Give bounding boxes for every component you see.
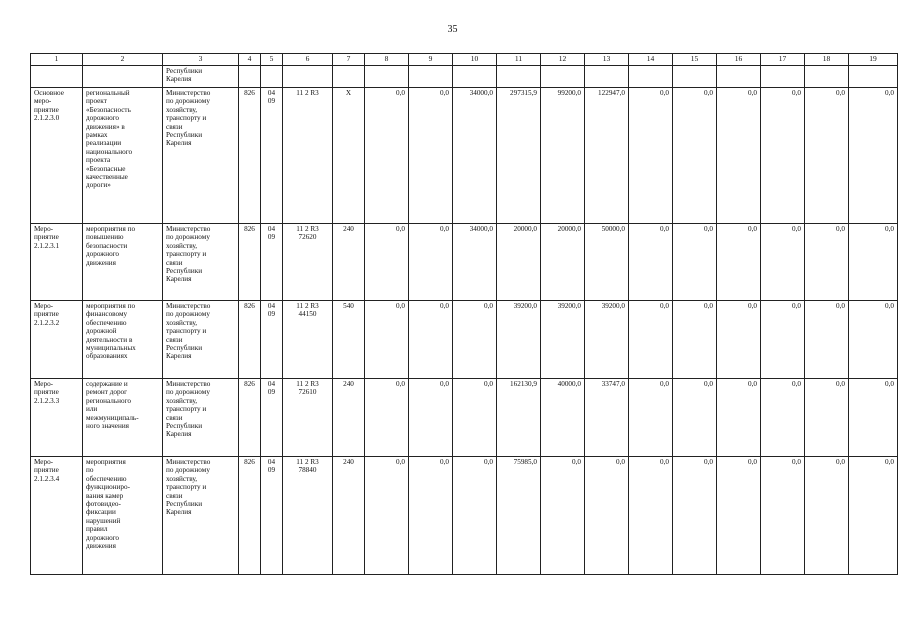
cell-c18: 0,0: [805, 379, 849, 457]
cell-c13: 33747,0: [585, 379, 629, 457]
cell-c4: 826: [239, 301, 261, 379]
cell-c11: 39200,0: [497, 301, 541, 379]
cell-c12: 99200,0: [541, 88, 585, 224]
cell-c18: 0,0: [805, 224, 849, 301]
cell-c16: 0,0: [717, 224, 761, 301]
cell-c14: 0,0: [629, 301, 673, 379]
cell-c16: 0,0: [717, 301, 761, 379]
cell-c1: Меро- приятие 2.1.2.3.3: [31, 379, 83, 457]
cell-c2: региональный проект «Безопасность дорожного движения» в рамках реализации национального проекта «Безопасные качественные дороги»: [83, 88, 163, 224]
cell-c1: Меро- приятие 2.1.2.3.4: [31, 457, 83, 575]
cell-c8: 0,0: [365, 379, 409, 457]
cell-c7: 540: [333, 301, 365, 379]
cell-c3: Министерство по дорожному хозяйству, транспорту и связи Республики Карелия: [163, 301, 239, 379]
cell-c15: 0,0: [673, 379, 717, 457]
cell-c13: 50000,0: [585, 224, 629, 301]
cell-c3: Министерство по дорожному хозяйству, транспорту и связи Республики Карелия: [163, 457, 239, 575]
cell-c5: 04 09: [261, 301, 283, 379]
cell-c18: 0,0: [805, 301, 849, 379]
cell-c17: 0,0: [761, 301, 805, 379]
column-header: 10: [453, 54, 497, 66]
page-number: 35: [447, 24, 458, 35]
cell-c10: 34000,0: [453, 224, 497, 301]
cell-c7: Х: [333, 88, 365, 224]
cell-c10: 34000,0: [453, 88, 497, 224]
cell-c1: Основное меро- приятие 2.1.2.3.0: [31, 88, 83, 224]
cell-c17: 0,0: [761, 379, 805, 457]
cell-c13: 0,0: [585, 457, 629, 575]
cell-c9: 0,0: [409, 301, 453, 379]
cell-c12: 39200,0: [541, 301, 585, 379]
cell-c19: 0,0: [849, 224, 898, 301]
cell-c5: 04 09: [261, 457, 283, 575]
cell-c6: 11 2 R3 44150: [283, 301, 333, 379]
column-header: 15: [673, 54, 717, 66]
table-row: [31, 224, 898, 301]
column-header: 4: [239, 54, 261, 66]
cell-c2: содержание и ремонт дорог регионального или межмуниципаль- ного значения: [83, 379, 163, 457]
cell-c5: 04 09: [261, 379, 283, 457]
cell-c17: 0,0: [761, 457, 805, 575]
cell-c2: мероприятия по финансовому обеспечению дорожной деятельности в муниципальных образованиях: [83, 301, 163, 379]
column-header: 8: [365, 54, 409, 66]
cell-c15: 0,0: [673, 88, 717, 224]
cell-c12: 0,0: [541, 457, 585, 575]
cell-c7: 240: [333, 224, 365, 301]
cell-c6: 11 2 R3 78840: [283, 457, 333, 575]
cell-c14: 0,0: [629, 88, 673, 224]
table-row: [31, 457, 898, 575]
cell-c11: 162130,9: [497, 379, 541, 457]
cell-c4: 826: [239, 224, 261, 301]
cell-c6: 11 2 R3 72620: [283, 224, 333, 301]
cell-c3: Министерство по дорожному хозяйству, транспорту и связи Республики Карелия: [163, 88, 239, 224]
cell-c2: мероприятия по повышению безопасности дорожного движения: [83, 224, 163, 301]
cell-c9: 0,0: [409, 224, 453, 301]
cell-c18: 0,0: [805, 457, 849, 575]
cell-c5: 04 09: [261, 88, 283, 224]
cell-c8: 0,0: [365, 457, 409, 575]
cell-c17: 0,0: [761, 224, 805, 301]
cell-c12: 20000,0: [541, 224, 585, 301]
column-header: 6: [283, 54, 333, 66]
cell-c3: Министерство по дорожному хозяйству, транспорту и связи Республики Карелия: [163, 224, 239, 301]
cell-c11: 20000,0: [497, 224, 541, 301]
column-header: 9: [409, 54, 453, 66]
column-header: 5: [261, 54, 283, 66]
cell-c11: 297315,9: [497, 88, 541, 224]
cell-c10: 0,0: [453, 457, 497, 575]
cell-c10: 0,0: [453, 379, 497, 457]
cell-c3: Министерство по дорожному хозяйству, транспорту и связи Республики Карелия: [163, 379, 239, 457]
cell-c18: 0,0: [805, 88, 849, 224]
column-header: 19: [849, 54, 898, 66]
column-header: 14: [629, 54, 673, 66]
cell-c8: 0,0: [365, 88, 409, 224]
cell-c5: 04 09: [261, 224, 283, 301]
cell-c7: 240: [333, 457, 365, 575]
cell-c2: мероприятия по обеспечению функциониро- вания камер фотовидео- фиксации нарушений правил дорожного движения: [83, 457, 163, 575]
cell-c6: 11 2 R3: [283, 88, 333, 224]
header-row: [31, 54, 898, 66]
column-header: 3: [163, 54, 239, 66]
cell-c14: 0,0: [629, 379, 673, 457]
cell-c15: 0,0: [673, 301, 717, 379]
cell-c1: Меро- приятие 2.1.2.3.1: [31, 224, 83, 301]
continuation-row: [31, 66, 898, 88]
column-header: 16: [717, 54, 761, 66]
table-row: [31, 301, 898, 379]
column-header: 1: [31, 54, 83, 66]
cell-c19: 0,0: [849, 379, 898, 457]
cell-c4: 826: [239, 88, 261, 224]
cell-c8: 0,0: [365, 224, 409, 301]
cell-c16: 0,0: [717, 88, 761, 224]
cell-c1: Меро- приятие 2.1.2.3.2: [31, 301, 83, 379]
budget-table: [30, 53, 898, 575]
column-header: 13: [585, 54, 629, 66]
column-header: 2: [83, 54, 163, 66]
cell-c9: 0,0: [409, 457, 453, 575]
cell-c14: 0,0: [629, 457, 673, 575]
cell-c13: 122947,0: [585, 88, 629, 224]
cell-c19: 0,0: [849, 457, 898, 575]
cell-c9: 0,0: [409, 379, 453, 457]
column-header: 18: [805, 54, 849, 66]
cell-c19: 0,0: [849, 301, 898, 379]
cell-c16: 0,0: [717, 379, 761, 457]
cell-c13: 39200,0: [585, 301, 629, 379]
cell-c7: 240: [333, 379, 365, 457]
cell-c9: 0,0: [409, 88, 453, 224]
cell-c11: 75985,0: [497, 457, 541, 575]
cell-c17: 0,0: [761, 88, 805, 224]
cell-c16: 0,0: [717, 457, 761, 575]
table-row: [31, 379, 898, 457]
cell-c19: 0,0: [849, 88, 898, 224]
cell-c4: 826: [239, 457, 261, 575]
cell-c10: 0,0: [453, 301, 497, 379]
column-header: 12: [541, 54, 585, 66]
cell-c14: 0,0: [629, 224, 673, 301]
cell-c3: Республики Карелия: [163, 66, 239, 88]
column-header: 7: [333, 54, 365, 66]
cell-c8: 0,0: [365, 301, 409, 379]
cell-c12: 40000,0: [541, 379, 585, 457]
column-header: 17: [761, 54, 805, 66]
table-row: [31, 88, 898, 224]
cell-c4: 826: [239, 379, 261, 457]
column-header: 11: [497, 54, 541, 66]
cell-c15: 0,0: [673, 457, 717, 575]
cell-c15: 0,0: [673, 224, 717, 301]
cell-c6: 11 2 R3 72610: [283, 379, 333, 457]
